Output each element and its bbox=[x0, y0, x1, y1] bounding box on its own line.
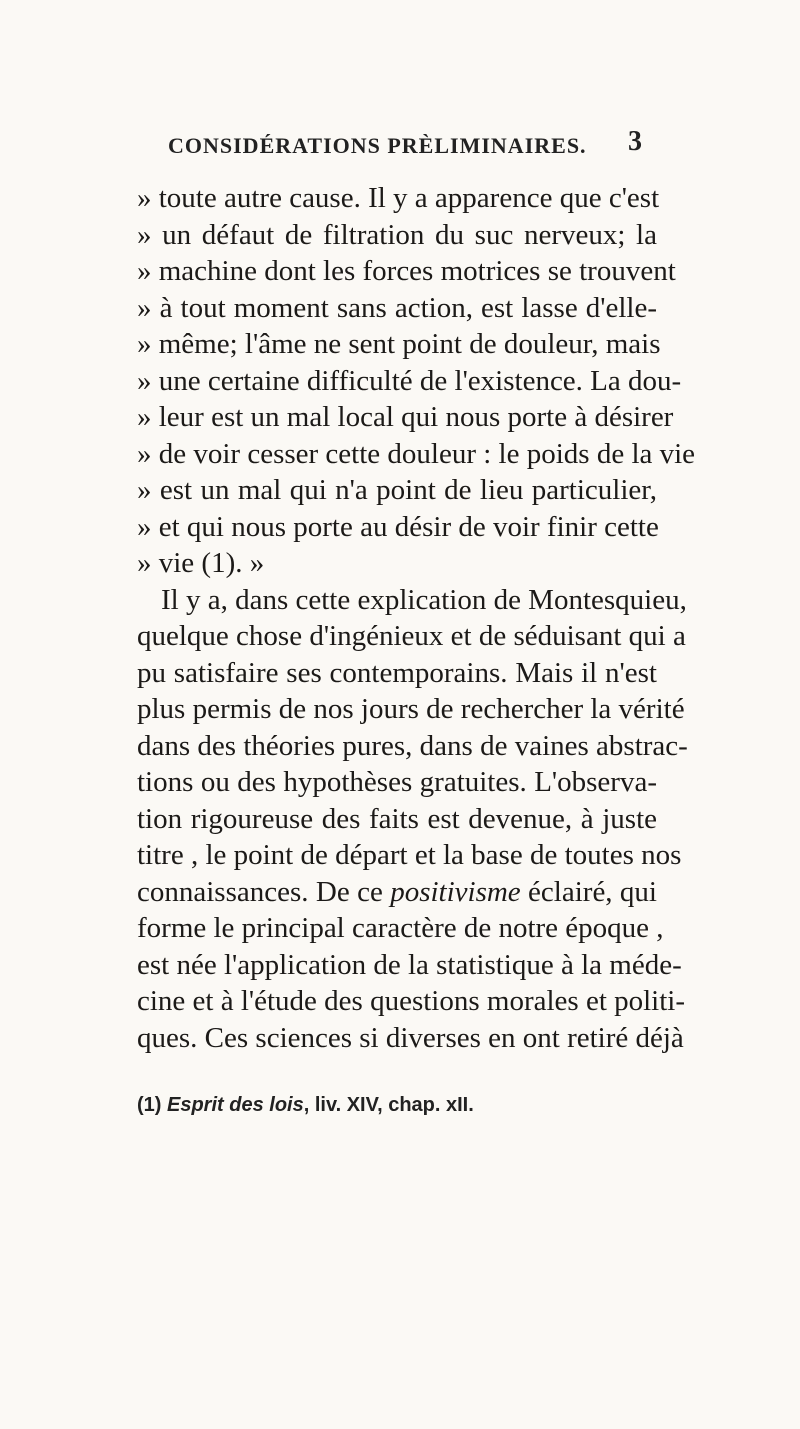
text-line: » une certaine difficulté de l'existence. La dou- bbox=[137, 364, 682, 397]
footnote-title: Esprit des lois bbox=[167, 1094, 304, 1116]
text-line: forme le principal caractère de notre époque , bbox=[137, 912, 664, 944]
italic-term: positivisme bbox=[390, 875, 521, 908]
footnote-marker: (1) bbox=[137, 1094, 167, 1116]
body-text bbox=[137, 180, 696, 1056]
text-line: » à tout moment sans action, est lasse d'elle- bbox=[137, 291, 657, 324]
footnote-reference: , liv. XIV, chap. xII. bbox=[303, 1094, 474, 1116]
page-number: 3 bbox=[628, 126, 642, 157]
paragraph-start-line: Il y a, dans cette explication de Montesquieu, bbox=[161, 583, 687, 616]
text-line: ques. Ces sciences si diverses en ont retiré déjà bbox=[137, 1021, 684, 1054]
text-line: pu satisfaire ses contemporains. Mais il n'est bbox=[137, 656, 657, 689]
footnote bbox=[137, 1094, 474, 1117]
text-line: » et qui nous porte au désir de voir finir cette bbox=[137, 510, 659, 543]
text-line: » toute autre cause. Il y a apparence que c'est bbox=[137, 182, 660, 214]
text-line: » de voir cesser cette douleur : le poids de la vie bbox=[137, 437, 696, 470]
text-line: » leur est un mal local qui nous porte à désirer bbox=[137, 401, 674, 433]
text-line: » est un mal qui n'a point de lieu particulier, bbox=[137, 474, 657, 506]
text-line: plus permis de nos jours de rechercher la vérité bbox=[137, 693, 685, 725]
text-line: tions ou des hypothèses gratuites. L'observa- bbox=[137, 766, 657, 798]
text-line-with-italic bbox=[137, 874, 657, 911]
running-title: CONSIDÉRATIONS PRÈLIMINAIRES. bbox=[168, 133, 587, 158]
text-segment: éclairé, qui bbox=[520, 875, 657, 908]
text-line: » vie (1). » bbox=[137, 547, 265, 579]
text-line: cine et à l'étude des questions morales et politi- bbox=[137, 985, 686, 1017]
text-line: » un défaut de filtration du suc nerveux; la bbox=[137, 218, 657, 251]
text-line: dans des théories pures, dans de vaines abstrac- bbox=[137, 729, 688, 762]
text-line: quelque chose d'ingénieux et de séduisant qui a bbox=[137, 620, 686, 652]
text-line: tion rigoureuse des faits est devenue, à juste bbox=[137, 802, 657, 835]
text-line: » machine dont les forces motrices se trouvent bbox=[137, 255, 676, 287]
text-line: » même; l'âme ne sent point de douleur, mais bbox=[137, 328, 661, 360]
text-line: est née l'application de la statistique à la méde- bbox=[137, 948, 682, 981]
text-segment: connaissances. De ce bbox=[137, 875, 391, 908]
text-line: titre , le point de départ et la base de toutes nos bbox=[137, 839, 682, 871]
